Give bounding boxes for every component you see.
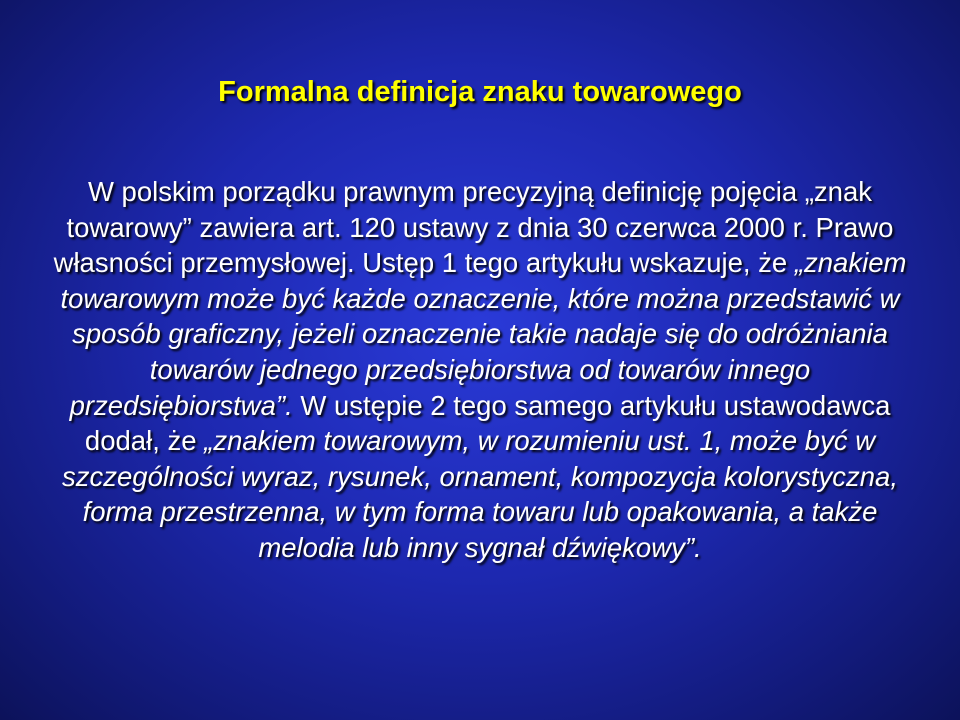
body-segment-3: W ustępie 2 tego samego artykułu ustawodawca dodał, że (84, 389, 891, 457)
slide-title: Formalna definicja znaku towarowego (218, 76, 742, 108)
body-segment-2-italic-quote: „znakiem towarowym może być każde oznaczenie, które można przedstawić w sposób graficzny, jeżeli oznaczenie takie nadaje się do odróżniania towarów jednego przedsiębiorstwa od towarów innego przedsiębiorstwa”. (60, 247, 907, 421)
slide-body (50, 174, 910, 566)
body-segment-4-italic-quote: „znakiem towarowym, w rozumieniu ust. 1, może być w szczególności wyraz, rysunek, ornament, kompozycja kolorystyczna, forma przestrzenna, w tym forma towaru lub opakowania, a także melodia lub inny sygnał dźwiękowy”. (61, 425, 898, 563)
body-segment-1: W polskim porządku prawnym precyzyjną definicję pojęcia „znak towarowy” zawiera art. 120 ustawy z dnia 30 czerwca 2000 r. Prawo własności przemysłowej. Ustęp 1 tego artykułu wskazuje, że (53, 176, 894, 279)
